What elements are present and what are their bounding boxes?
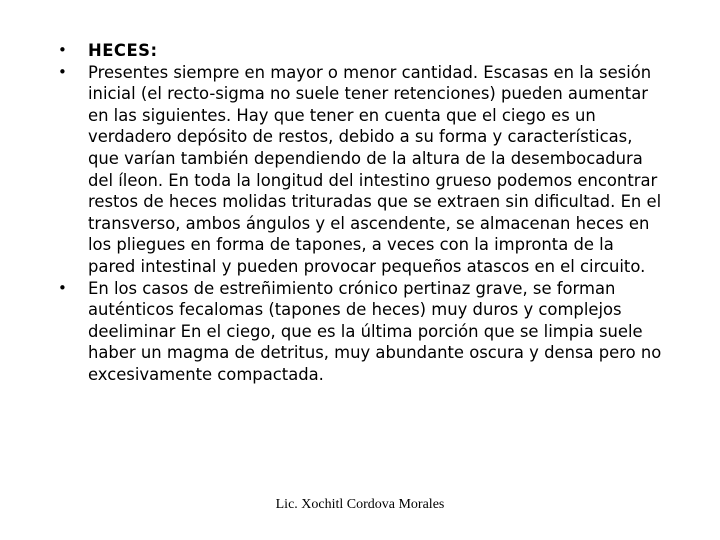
bullet-icon: • [58, 278, 67, 297]
list-item-heading [56, 40, 662, 62]
list-item [56, 278, 662, 386]
bullet-list [56, 40, 662, 386]
paragraph-text: Presentes siempre en mayor o menor cantidad. Escasas en la sesión inicial (el recto-sigma no suele tener retenciones) pueden aumentar en las siguientes. Hay que tener en cuenta que el ciego es un verdadero depósito de restos, debido a su forma y características, que varían también dependiendo de la altura de la desembocadura del íleon. En toda la longitud del intestino grueso podemos encontrar restos de heces molidas trituradas que se extraen sin dificultad. En el transverso, ambos ángulos y el ascendente, se almacenan heces en los pliegues en forma de tapones, a veces con la impronta de la pared intestinal y pueden provocar pequeños atascos en el circuito. [88, 62, 662, 276]
bullet-icon: • [58, 41, 67, 59]
section-heading: HECES: [88, 41, 158, 60]
bullet-icon: • [58, 62, 67, 81]
paragraph-text: En los casos de estreñimiento crónico pertinaz grave, se forman auténticos fecalomas (tapones de heces) muy duros y complejos deeliminar En el ciego, que es la última porción que se limpia suele haber un magma de detritus, muy abundante oscura y densa pero no excesivamente compactada. [88, 278, 662, 384]
footer-author: Lic. Xochitl Cordova Morales [275, 497, 445, 512]
list-item [56, 62, 662, 278]
